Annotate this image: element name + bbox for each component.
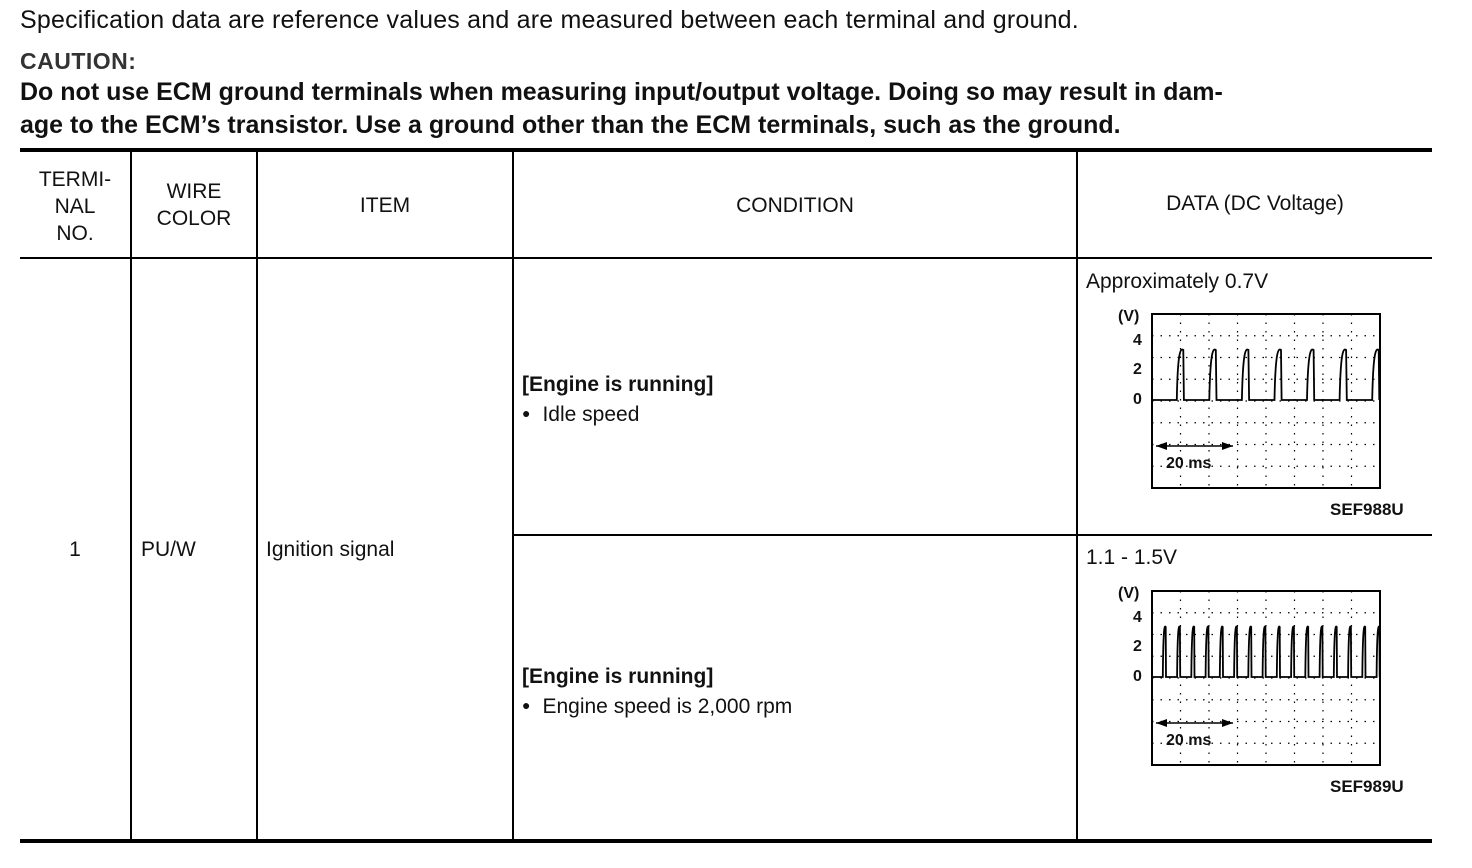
condition-cell (522, 370, 713, 429)
condition-detail: ● Engine speed is 2,000 rpm (522, 691, 792, 721)
scope-tick-label: 0 (1133, 668, 1142, 685)
condition-heading: [Engine is running] (522, 373, 714, 396)
header-text: TERMI- (38, 168, 112, 191)
scope-tick-label: 0 (1133, 391, 1142, 408)
scope-tick-label: 2 (1133, 361, 1142, 378)
header-text: COLOR (156, 207, 232, 230)
scope-tick-label: 4 (1133, 332, 1142, 349)
scope-unit-label: (V) (1118, 585, 1140, 602)
scope-tick-label: 2 (1133, 638, 1142, 655)
figure-code: SEF988U (1330, 500, 1404, 519)
scope-unit-label: (V) (1118, 308, 1140, 325)
time-span-arrow (1222, 442, 1233, 450)
header-text: NAL (54, 195, 96, 218)
condition-detail: ● Idle speed (522, 399, 713, 429)
scope-time-label: 20 ms (1166, 455, 1212, 472)
condition-cell (522, 662, 792, 721)
column-divider (130, 150, 132, 841)
column-divider (512, 150, 514, 841)
caution-label: CAUTION: (20, 48, 137, 74)
terminal-number: 1 (69, 538, 81, 561)
time-span-arrow (1222, 719, 1233, 727)
scope-tick-label: 4 (1133, 609, 1142, 626)
wire-color: PU/W (141, 538, 196, 561)
row-divider (513, 534, 1432, 536)
header-item: ITEM (359, 194, 411, 217)
column-divider (1076, 150, 1078, 841)
header-text: NO. (56, 222, 94, 245)
table-bottom-rule (20, 839, 1432, 843)
figure-code: SEF989U (1330, 777, 1404, 796)
header-terminal-no (20, 166, 130, 247)
intro-text: Specification data are reference values and are measured between each terminal and ground. (20, 6, 1079, 34)
time-span-arrow (1156, 442, 1167, 450)
header-rule (20, 257, 1432, 259)
caution-text (20, 76, 1445, 142)
item-name: Ignition signal (266, 538, 395, 561)
header-data: DATA (DC Voltage) (1166, 192, 1344, 215)
voltage-value: 1.1 - 1.5V (1086, 546, 1178, 569)
voltage-value: Approximately 0.7V (1086, 270, 1269, 293)
time-span-arrow (1156, 719, 1167, 727)
table-top-rule (20, 148, 1432, 152)
header-condition: CONDITION (736, 194, 854, 217)
header-wire-color (132, 178, 256, 232)
scope-time-label: 20 ms (1166, 732, 1212, 749)
caution-line-1: Do not use ECM ground terminals when measuring input/output voltage. Doing so may result in dam- (20, 78, 1223, 106)
column-divider (256, 150, 258, 841)
caution-line-2: age to the ECM’s transistor. Use a ground other than the ECM terminals, such as the ground. (20, 111, 1121, 139)
condition-heading: [Engine is running] (522, 665, 714, 688)
header-text: WIRE (166, 180, 222, 203)
